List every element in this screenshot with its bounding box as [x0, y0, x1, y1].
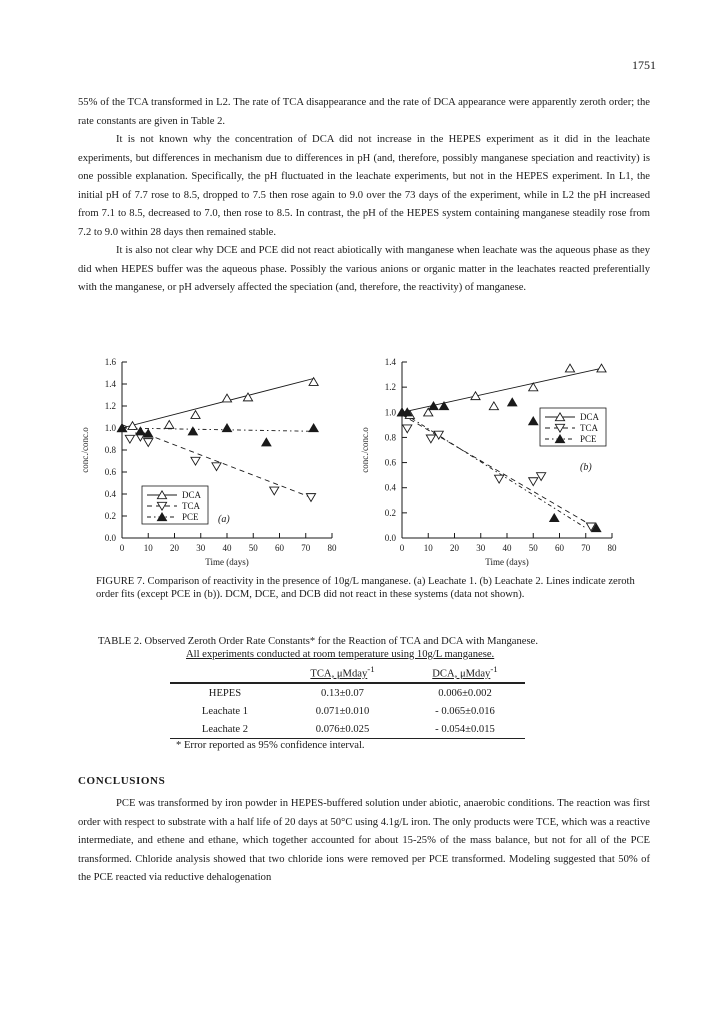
y-tick-label: 0.6 [104, 467, 116, 477]
x-tick-label: 20 [450, 543, 459, 553]
legend-label-dca: DCA [182, 490, 202, 500]
y-tick-label: 0.8 [384, 432, 396, 443]
legend-label-tca: TCA [182, 501, 200, 511]
paragraph: It is not known why the concentration of DCA did not increase in the HEPES experiment as it did in the leachate experiments, but differences in mechanism due to differences in pH (and, therefore, possibly manganese speciation and reactivity) is one possible explanation. Specifically, the pH fluctuated in the leachate experiments, but not in the HEPES experiment. In L1, the initial pH of 7.7 rose to 8.5, dropped to 7.5 then rose again to 9.0 over the 73 days of the experiment, while in L2 the pH increased from 7.1 to 8.5, decreased to 7.0, then rose to 8.5. In contrast, the pH of the HEPES system containing manganese steadily rose from 7.2 to 9.0 within 28 days then remained stable. [78, 134, 650, 238]
table-footnote: * Error reported as 95% confidence interval. [176, 740, 365, 751]
rate-constant-table [170, 663, 525, 739]
x-tick-label: 10 [143, 543, 153, 553]
tca-header-exponent: -1 [367, 664, 375, 674]
page-number: 1751 [632, 58, 656, 72]
paragraph: 55% of the TCA transformed in L2. The rate of TCA disappearance and the rate of DCA appearance were apparently zeroth order; the rate constants are given in Table 2. [78, 97, 650, 127]
legend-label-pce: PCE [580, 434, 597, 444]
row-name: Leachate 1 [201, 705, 249, 717]
x-tick-label: 20 [170, 543, 179, 553]
data-point-tca [306, 494, 315, 502]
x-tick-label: 50 [528, 543, 538, 553]
chart-plot-area [360, 357, 617, 567]
x-tick-label: 10 [423, 543, 433, 553]
y-tick-label: 1.0 [384, 407, 396, 418]
row-tca: 0.071±0.010 [315, 705, 370, 717]
data-point-pce [262, 438, 271, 446]
x-tick-label: 30 [196, 543, 206, 553]
data-point-dca [489, 402, 498, 410]
x-tick-label: 60 [275, 543, 284, 553]
row-tca: 0.13±0.07 [321, 687, 364, 699]
row-tca: 0.076±0.025 [280, 720, 405, 739]
y-tick-label: 0.2 [104, 511, 116, 521]
data-point-tca [403, 425, 412, 433]
x-tick-label: 0 [119, 543, 125, 553]
row-dca: - 0.054±0.015 [405, 720, 525, 739]
paragraph: PCE was transformed by iron powder in HEPES-buffered solution under abiotic, anaerobic conditions. The reaction was first order with respect to substrate with a half life of 20 days at 50°C using 4.1g/L iron. The only products were TCE, which was a reactive intermediate, and ethene and ethane, which together accounted for about 15-25% of the mass balance, but not for all of the PCE transformed. Chloride analysis showed that two chloride ions were removed per PCE transformed. Modeling suggested that 50% of the PCE reacted via reductive dehalogenation [78, 798, 650, 883]
legend-label-pce: PCE [182, 512, 199, 522]
y-tick-label: 1.2 [384, 382, 396, 393]
table-title: TABLE 2. Observed Zeroth Order Rate Constants* for the Reaction of TCA and DCA with Manganese. [98, 636, 538, 647]
table-row [170, 720, 525, 739]
y-tick-label: 0.2 [384, 507, 396, 518]
data-point-tca [191, 457, 200, 465]
y-tick-label: 1.0 [104, 423, 116, 433]
y-tick-label: 0.4 [104, 489, 116, 499]
figure-7b-chart [358, 356, 626, 572]
table-row [170, 702, 525, 720]
panel-label: (a) [218, 514, 230, 525]
x-tick-label: 70 [581, 543, 591, 553]
legend-label-dca: DCA [580, 412, 600, 422]
table-header-tca [280, 663, 405, 683]
y-tick-label: 0.8 [104, 445, 116, 455]
data-point-pce [222, 424, 231, 432]
fit-line-dca [122, 379, 314, 429]
x-tick-label: 40 [502, 543, 512, 553]
chart-legend [540, 408, 606, 446]
table-header-dca [405, 663, 525, 683]
data-point-tca [495, 475, 504, 483]
body-text-top [78, 94, 650, 298]
x-tick-label: 80 [607, 543, 617, 553]
legend-label-tca: TCA [580, 423, 598, 433]
y-tick-label: 0.6 [384, 457, 396, 468]
y-tick-label: 1.6 [104, 357, 116, 367]
data-point-dca [309, 378, 318, 386]
data-point-tca [426, 435, 435, 443]
data-point-dca [191, 411, 200, 419]
paragraph: It is also not clear why DCE and PCE did not react abiotically with manganese when leachate was the aqueous phase as they did when HEPES buffer was the aqueous phase. Possibly the various anions or organic matter in the leachates reacted preferentially with the manganese, or pH adversely affected the speciation (and, therefore, the reactivity) of manganese. [78, 245, 650, 293]
data-point-pce [550, 514, 559, 522]
data-point-tca [270, 487, 279, 495]
data-point-pce [188, 427, 197, 435]
y-tick-label: 0.4 [384, 482, 396, 493]
data-point-tca [529, 478, 538, 486]
figure-caption [96, 576, 656, 601]
data-point-pce [309, 424, 318, 432]
x-tick-label: 30 [476, 543, 486, 553]
data-point-dca [165, 421, 174, 429]
data-point-pce [439, 402, 448, 410]
table-2-header [98, 636, 658, 661]
x-tick-label: 80 [327, 543, 337, 553]
row-dca: 0.006±0.002 [438, 687, 492, 699]
y-axis-label: conc./conc.o [80, 427, 90, 473]
data-point-pce [508, 398, 517, 406]
table-subtitle: All experiments conducted at room temperature using 10g/L manganese. [186, 648, 495, 660]
data-point-tca [144, 439, 153, 447]
data-point-pce [529, 417, 538, 425]
x-axis-label: Time (days) [485, 557, 529, 567]
table-header-empty [170, 663, 280, 683]
x-tick-label: 70 [301, 543, 311, 553]
figure-7a-chart [78, 356, 346, 572]
figure-caption-text: FIGURE 7. Comparison of reactivity in the presence of 10g/L manganese. (a) Leachate 1. (b) Leachate 2. Lines indicate zeroth order fits (except PCE in (b)). DCM, DCE, and DCB did not react in these systems (data not shown). [96, 576, 635, 600]
data-point-dca [222, 394, 231, 402]
data-point-tca [125, 435, 134, 443]
x-tick-label: 50 [248, 543, 258, 553]
y-axis-label: conc./conc.o [360, 427, 370, 473]
chart-legend [142, 486, 208, 524]
y-tick-label: 0.0 [384, 533, 396, 543]
row-name: HEPES [208, 687, 242, 699]
data-point-dca [597, 364, 606, 372]
row-dca: - 0.065±0.016 [435, 705, 495, 717]
y-tick-label: 1.4 [384, 357, 396, 367]
y-tick-label: 0.0 [104, 533, 116, 543]
data-point-tca [212, 463, 221, 471]
x-tick-label: 0 [399, 543, 405, 553]
data-point-tca [537, 473, 546, 481]
conclusions-text [78, 795, 650, 888]
data-point-dca [128, 422, 137, 430]
panel-label: (b) [580, 462, 592, 473]
x-tick-label: 40 [222, 543, 232, 553]
section-heading: CONCLUSIONS [78, 775, 166, 787]
table-row [170, 683, 525, 702]
x-tick-label: 60 [555, 543, 564, 553]
data-point-dca [565, 364, 574, 372]
y-tick-label: 1.2 [104, 401, 116, 411]
x-axis-label: Time (days) [205, 557, 249, 567]
fit-line-pce [122, 428, 314, 431]
y-tick-label: 1.4 [104, 379, 116, 389]
tca-header-label: TCA, μMday [310, 668, 368, 680]
dca-header-exponent: -1 [490, 664, 498, 674]
chart-plot-area [80, 357, 337, 567]
row-name: Leachate 2 [170, 720, 280, 739]
dca-header-label: DCA, μMday [432, 668, 491, 680]
